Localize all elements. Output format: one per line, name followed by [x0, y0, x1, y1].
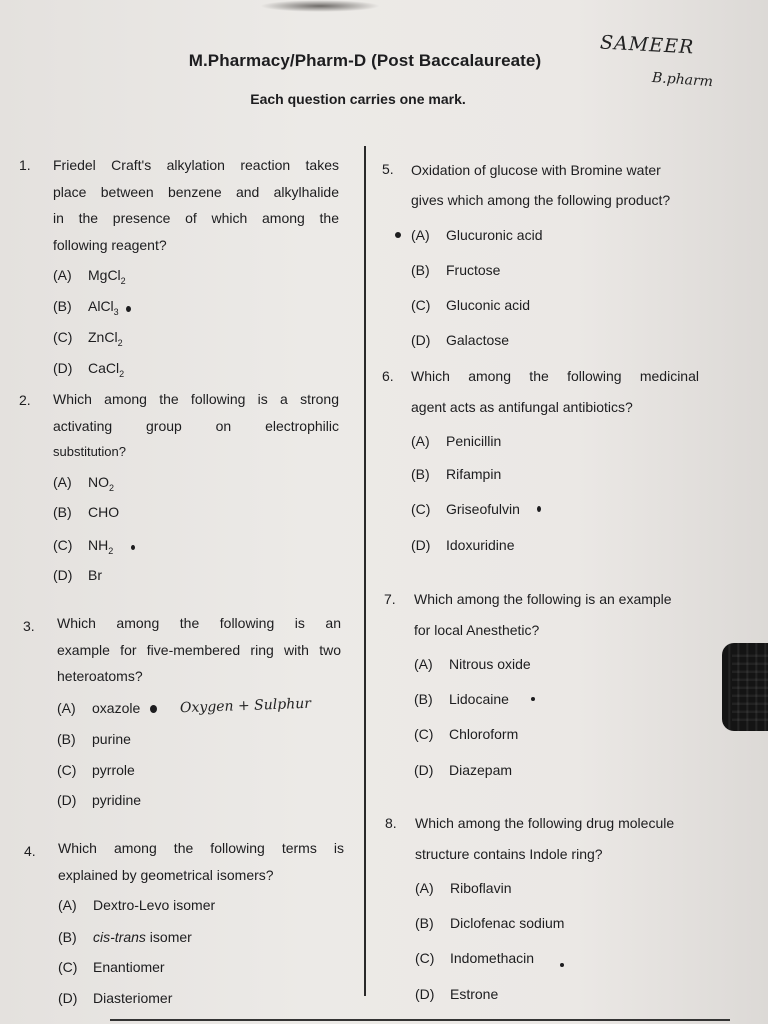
- option-text-rest: isomer: [145, 929, 192, 945]
- formula: AlCl: [88, 298, 114, 314]
- option-letter: (C): [53, 537, 73, 553]
- option-text: [88, 474, 114, 493]
- handwritten-degree: B.pharm: [651, 69, 714, 91]
- option-letter: (A): [57, 700, 76, 716]
- option-text: [88, 267, 126, 286]
- binder-clip: [722, 643, 768, 731]
- option-text: Dextro-Levo isomer: [93, 897, 216, 913]
- option-letter: (B): [415, 915, 434, 931]
- question-number: 5.: [382, 161, 394, 177]
- option-text: Idoxuridine: [446, 537, 515, 553]
- bottom-rule: [110, 1019, 730, 1021]
- option-text: Chloroform: [449, 726, 519, 742]
- question-text: [411, 361, 699, 423]
- option-text: [93, 929, 192, 945]
- option-text: pyrrole: [92, 762, 135, 778]
- formula-subscript: 2: [117, 337, 123, 348]
- option-letter: (C): [414, 726, 434, 742]
- question-line: Oxidation of glucose with Bromine water: [411, 162, 661, 178]
- option-text: Enantiomer: [93, 959, 165, 975]
- question-line: Which among the following is an: [57, 615, 341, 631]
- question-text: [415, 808, 705, 870]
- option-letter: (C): [53, 329, 73, 345]
- option-text: [88, 360, 124, 379]
- question-line: activating group on electrophilic: [53, 417, 339, 434]
- question-line: agent acts as antifungal antibiotics?: [411, 399, 633, 415]
- question-line: substitution?: [53, 444, 126, 459]
- option-letter: (A): [58, 897, 77, 913]
- option-letter: (D): [58, 990, 78, 1006]
- question-line: explained by geometrical isomers?: [58, 866, 274, 883]
- formula: ZnCl: [88, 329, 118, 345]
- option-letter: (B): [58, 929, 77, 945]
- formula-subscript: 2: [119, 368, 125, 379]
- formula-subscript: 2: [109, 482, 115, 493]
- option-letter: (D): [53, 567, 73, 583]
- question-number: 1.: [19, 157, 31, 173]
- question-text: [57, 610, 341, 690]
- option-text: oxazole: [92, 700, 141, 716]
- answer-mark-icon: [537, 506, 541, 512]
- question-text: [411, 155, 701, 215]
- answer-mark-icon: [560, 963, 564, 967]
- option-text: Fructose: [446, 262, 501, 278]
- option-letter: (C): [415, 950, 435, 966]
- option-letter: (C): [58, 959, 78, 975]
- formula-subscript: 2: [120, 275, 126, 286]
- option-text: Gluconic acid: [446, 297, 531, 313]
- question-text: [414, 584, 702, 646]
- option-text: Nitrous oxide: [449, 656, 531, 672]
- formula: MgCl: [88, 267, 121, 283]
- option-text: Glucuronic acid: [446, 227, 543, 243]
- question-text: [53, 152, 339, 258]
- question-line: Friedel Craft's alkylation reaction takes: [53, 157, 339, 173]
- question-line: following reagent?: [53, 236, 167, 253]
- answer-mark-icon: [395, 232, 401, 238]
- page-title: M.Pharmacy/Pharm-D (Post Baccalaureate): [188, 51, 542, 70]
- option-text: Griseofulvin: [446, 501, 520, 517]
- option-letter: (B): [411, 262, 430, 278]
- option-letter: (B): [414, 691, 433, 707]
- option-text: pyridine: [92, 792, 142, 808]
- formula: CaCl: [88, 360, 120, 376]
- formula-subscript: 2: [108, 545, 114, 556]
- question-line: structure contains Indole ring?: [415, 846, 603, 862]
- option-text: [88, 504, 119, 520]
- formula-subscript: 3: [113, 306, 119, 317]
- question-number: 2.: [19, 392, 31, 408]
- answer-mark-icon: [126, 306, 131, 312]
- option-letter: (A): [414, 656, 433, 672]
- question-text: [58, 835, 344, 888]
- page-subtitle: Each question carries one mark.: [250, 91, 466, 107]
- option-letter: (D): [415, 986, 435, 1002]
- option-text: Galactose: [446, 332, 510, 348]
- option-letter: (B): [53, 298, 72, 314]
- question-line: heteroatoms?: [57, 668, 143, 684]
- option-letter: (D): [414, 762, 434, 778]
- question-number: 6.: [382, 368, 394, 384]
- option-letter: (B): [53, 504, 72, 520]
- option-letter: (B): [57, 731, 76, 747]
- formula: Br: [88, 567, 102, 583]
- question-line: in the presence of which among the: [53, 210, 339, 226]
- option-text: [88, 329, 123, 348]
- formula: NO: [88, 474, 109, 490]
- option-letter: (A): [411, 433, 430, 449]
- option-text: Riboflavin: [450, 880, 512, 896]
- option-text: Lidocaine: [449, 691, 509, 707]
- answer-mark-icon: [150, 705, 157, 713]
- question-line: for local Anesthetic?: [414, 622, 540, 638]
- question-number: 3.: [23, 618, 35, 634]
- option-text-italic: cis-trans: [93, 929, 146, 945]
- question-line: Which among the following medicinal: [411, 368, 699, 384]
- option-text: [88, 567, 102, 583]
- option-text: Indomethacin: [450, 950, 535, 966]
- question-line: Which among the following drug molecule: [415, 815, 675, 831]
- option-text: Diclofenac sodium: [450, 915, 565, 931]
- question-number: 8.: [385, 815, 397, 831]
- option-letter: (C): [411, 297, 431, 313]
- option-text: purine: [92, 731, 131, 747]
- question-text: [53, 386, 339, 466]
- question-line: Which among the following is a strong: [53, 391, 339, 407]
- option-letter: (A): [53, 474, 72, 490]
- option-letter: (D): [53, 360, 73, 376]
- option-text: Estrone: [450, 986, 499, 1002]
- handwritten-note: Oxygen + Sulphur: [179, 695, 312, 717]
- question-number: 7.: [384, 591, 396, 607]
- column-divider: [364, 146, 366, 996]
- question-line: gives which among the following product?: [411, 192, 671, 208]
- option-letter: (B): [411, 466, 430, 482]
- question-number: 4.: [24, 843, 36, 859]
- option-text: [88, 537, 113, 556]
- option-letter: (D): [57, 792, 77, 808]
- option-letter: (A): [415, 880, 434, 896]
- question-line: place between benzene and alkylhalide: [53, 183, 339, 200]
- answer-mark-icon: [131, 545, 135, 550]
- option-letter: (C): [411, 501, 431, 517]
- option-text: Penicillin: [446, 433, 502, 449]
- formula: NH: [88, 537, 109, 553]
- option-text: Diazepam: [449, 762, 513, 778]
- option-text: Diasteriomer: [93, 990, 173, 1006]
- option-letter: (A): [53, 267, 72, 283]
- top-shadow: [260, 0, 380, 12]
- question-line: Which among the following terms is: [58, 840, 344, 856]
- formula: CHO: [88, 504, 120, 520]
- answer-mark-icon: [531, 697, 535, 701]
- option-text: Rifampin: [446, 466, 502, 482]
- question-line: Which among the following is an example: [414, 591, 672, 607]
- option-letter: (D): [411, 332, 431, 348]
- option-letter: (C): [57, 762, 77, 778]
- question-line: example for five-membered ring with two: [57, 641, 341, 658]
- option-text: [88, 298, 119, 317]
- option-letter: (D): [411, 537, 431, 553]
- handwritten-name: SAMEER: [599, 31, 695, 59]
- option-letter: (A): [411, 227, 430, 243]
